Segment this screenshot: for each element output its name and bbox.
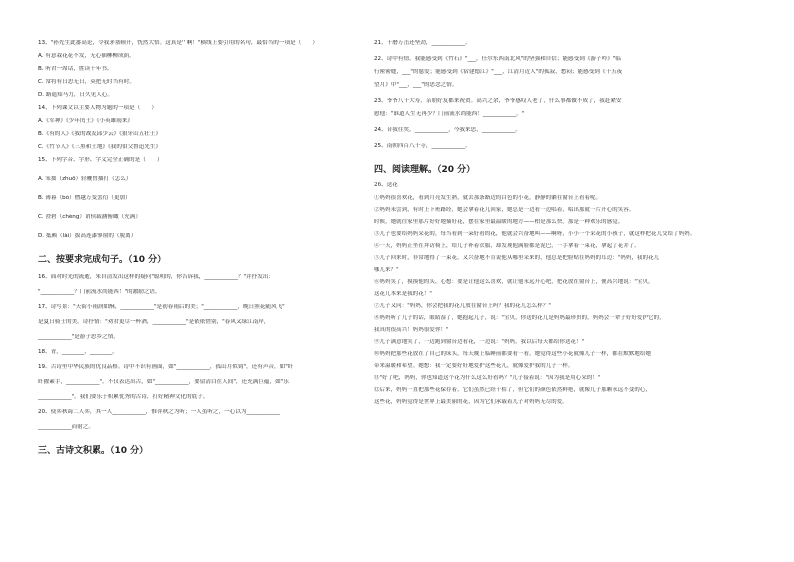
passage-line: ⑥妈妈笑了，摸摸他的头，心想：要是让他这么喜欢，就让他永远开心吧，把花放在窗台上，便高兴地说："宝贝，	[374, 279, 654, 285]
passage-line: 这些花，妈妈觉得是世界上最美丽的花，因为它们承载着儿子对妈妈无尽的爱。	[374, 399, 568, 405]
question-13: 13、"孙先生此番高论，令我茅塞顿开，恍然大悟。这真是'' 啊！"横线上要引用的名句，最恰当的一项是（ ）	[38, 40, 319, 46]
question-24: 24、昔我往矣，____________，今我来思，____________。	[374, 127, 521, 133]
question-18: 18、青，________，________。	[38, 349, 118, 355]
option-14c: C.《竹节人》《三黑和土地》《我的伯父鲁迅先生》	[38, 144, 162, 150]
option-15a: A. 笨拙（zhuō）轻鞭曾抽打（怎么）	[38, 176, 132, 182]
question-23-line-1: 23、爷爷八十大寿，亲朋好友都来祝贺。高兴之余，爷爷感叹人老了，什么事都做不成了，我赶紧安	[374, 98, 622, 104]
question-23-line-2: 慰他："谁道人生无再少？门前流水尚能西！____________。"	[374, 111, 525, 117]
question-19-line-2: 纤擢素手，____________"。不仅表达出古，如"____________，要留清白在人间"，还充满巨蕴，如"乐	[38, 379, 289, 385]
question-15: 15、下列字音、字形、字义完全正确的是（ ）	[38, 157, 163, 163]
question-22-line-1: 22、诗中有情。我能感受到《竹石》"___，任尔东西南北风"的坚强和自信；能感受到《游子吟》"临	[374, 56, 621, 62]
question-17-line-1: 17、诗写景："天街小雨润如酥，____________"是初春雨后的美；"____________，晚日照花随风飞"	[38, 304, 285, 310]
question-25: 25、南朝四百八十寺，____________。	[374, 143, 471, 149]
question-20-line-1: 20、使弈秋诲二人弈，其一人____________，惟弈秋之为听；一人虽听之，一心以为____________	[38, 409, 281, 415]
question-19-line-3: ____________"。我们要乐于积累优秀的古诗，打好精神文化的底子。	[38, 394, 209, 400]
question-22-line-2: 行密密缝，___"的慈爱；能感受到《宿建德江》"___，江清月近人"的孤寂、愁闷；能感受到《十五夜	[374, 69, 623, 75]
right-column	[374, 40, 708, 411]
option-13b: B. 听君一席话，胜读十年书。	[38, 66, 113, 72]
passage-line: ①妈妈很喜欢花，看到月亮发生熟，就去那条路边的白色的小花，静静的躺在窗台上看着呢。	[374, 195, 602, 201]
question-22-line-3: 望月》中"___，___"的思念之情。	[374, 82, 458, 88]
left-column	[38, 40, 370, 457]
option-15b: B. 薄暮（bó）僭越万变罢衍（更加）	[38, 195, 131, 201]
question-16-line-1: 16、面对时光的流逝，朱自清发出这样的疑问"聪明的，你告诉我，____________？"并抒发出：	[38, 274, 275, 280]
section-3-title: 三、古诗文积累。（10 分）	[38, 446, 149, 456]
option-14a: A.《军神》《少年闰土》《小英雄雨来》	[38, 118, 134, 124]
question-17-line-3: ____________"是游子思乡之情。	[38, 334, 119, 340]
question-20-line-2: ____________而射之。	[38, 424, 94, 430]
option-13c: C. 常将有日思无日，莫把无时当有时。	[38, 79, 135, 85]
passage-line: ⑫后来，妈妈一直把那些花保存着，它们虽然已经干枯了，但它们的颜色依然鲜艳，就像儿子那颗永远不变的心，	[374, 387, 652, 393]
section-4-title: 四、阅读理解。（20 分）	[374, 165, 476, 175]
passage-line: ⑤儿子回来时，非常地得了一束花，又兴奋地不肯说他从哪里采来的，他总是把脸贴在妈妈的耳边："妈妈，我的花儿	[374, 255, 660, 261]
passage-line: ⑩妈妈把那些花放在了自己的床头，每天晚上临睡前都要看一看，她觉得这些小花就像儿子一样，都在默默地给她	[374, 351, 652, 357]
questions-16-20	[38, 274, 370, 431]
passage-title: 26、送花	[374, 182, 398, 188]
passage-line: 哪儿来？"	[374, 267, 399, 273]
passage-line: 我真的很高兴！妈妈很爱你！"	[374, 327, 449, 333]
option-14b: B.《有的人》《我的战友邱少云》《狼牙山五壮士》	[38, 131, 162, 137]
option-15d: D. 抵赖（lài）拔高连漆寥窗的（脱离）	[38, 233, 137, 239]
questions-13-15	[38, 40, 370, 240]
passage-line: 这花儿本来是我的花！"	[374, 291, 433, 297]
question-17-line-2: 是夏日骑士的美。诗抒情："劝君更尽一杯酒，____________"是依依惜别，"春风又绿江南岸，	[38, 319, 270, 325]
passage-line: ⑧妈妈听了儿子的话，眼睛湿了，她抱起儿子，说："宝贝，你送的花儿是妈妈最珍贵的，妈妈会一辈子好好爱护它的，	[374, 315, 665, 321]
option-13d: D. 路遥知马力，日久见人心。	[38, 92, 113, 98]
passage-line: ⑦儿子又问："妈妈，你会把我的花儿放在窗台上吗？我的花儿怎么样？"	[374, 303, 552, 309]
passage-line: ⑨儿子满意地笑了，一边跑到窗台边看花，一边说："妈妈，我以后每天都给你送花！"	[374, 339, 585, 345]
questions-21-25	[374, 40, 708, 150]
question-21: 21、千磨万击还坚劲，____________。	[374, 40, 471, 46]
passage-line: ⑪"好了吧，妈妈，你也知道这个花为什么这么好看吗？"儿子接着说："因为我是用心采的！"	[374, 375, 601, 381]
reading-passage	[374, 182, 708, 406]
passage-line: 时候，她就往家里那片好好地插好花，摆在家里最温暖的地方——柏是那么快。那是一种欢乐的感觉。	[374, 219, 624, 225]
option-15c: C. 澄碧（chéng）诮侯载涵俯瞰（充满）	[38, 214, 141, 220]
question-19-line-1: 19、古诗里中华民族的优良品格。诗中不识有画面，如"____________，孤山月似钩"，还有声音，如"纤	[38, 364, 294, 370]
passage-line: 带来温暖和希望。她想：我一定要好好地爱护这些花儿，就像爱护我的儿子一样。	[374, 363, 574, 369]
question-16-line-2: "____________？门前流水尚能西！"的激励之语。	[38, 289, 161, 295]
passage-line: ②妈妈未尝到，有时上下班路经，她会拿着花儿回家，她总是一边看一边唱着，唱出那就一片开心的笑容。	[374, 207, 635, 213]
section-2-title: 二、按要求完成句子。（10 分）	[38, 255, 167, 265]
passage-line: ③儿子也要给妈妈采花的，每当看到一朵好看的花，他就会兴奋地叫——啊呀，小小一个采花的小孩子，就这样把花儿交给了妈妈。	[374, 231, 696, 237]
option-13a: A. 有意栽花花不发，无心插柳柳成荫。	[38, 53, 135, 59]
question-14: 14、下列课文以主要人物为题的一项是（ ）	[38, 105, 157, 111]
passage-line: ④一天，妈妈正坐在拜访椅上，给儿子补着衣服，却发现他满脸都是泥巴，一手拿着一束花，拿起了花并了。	[374, 243, 640, 249]
